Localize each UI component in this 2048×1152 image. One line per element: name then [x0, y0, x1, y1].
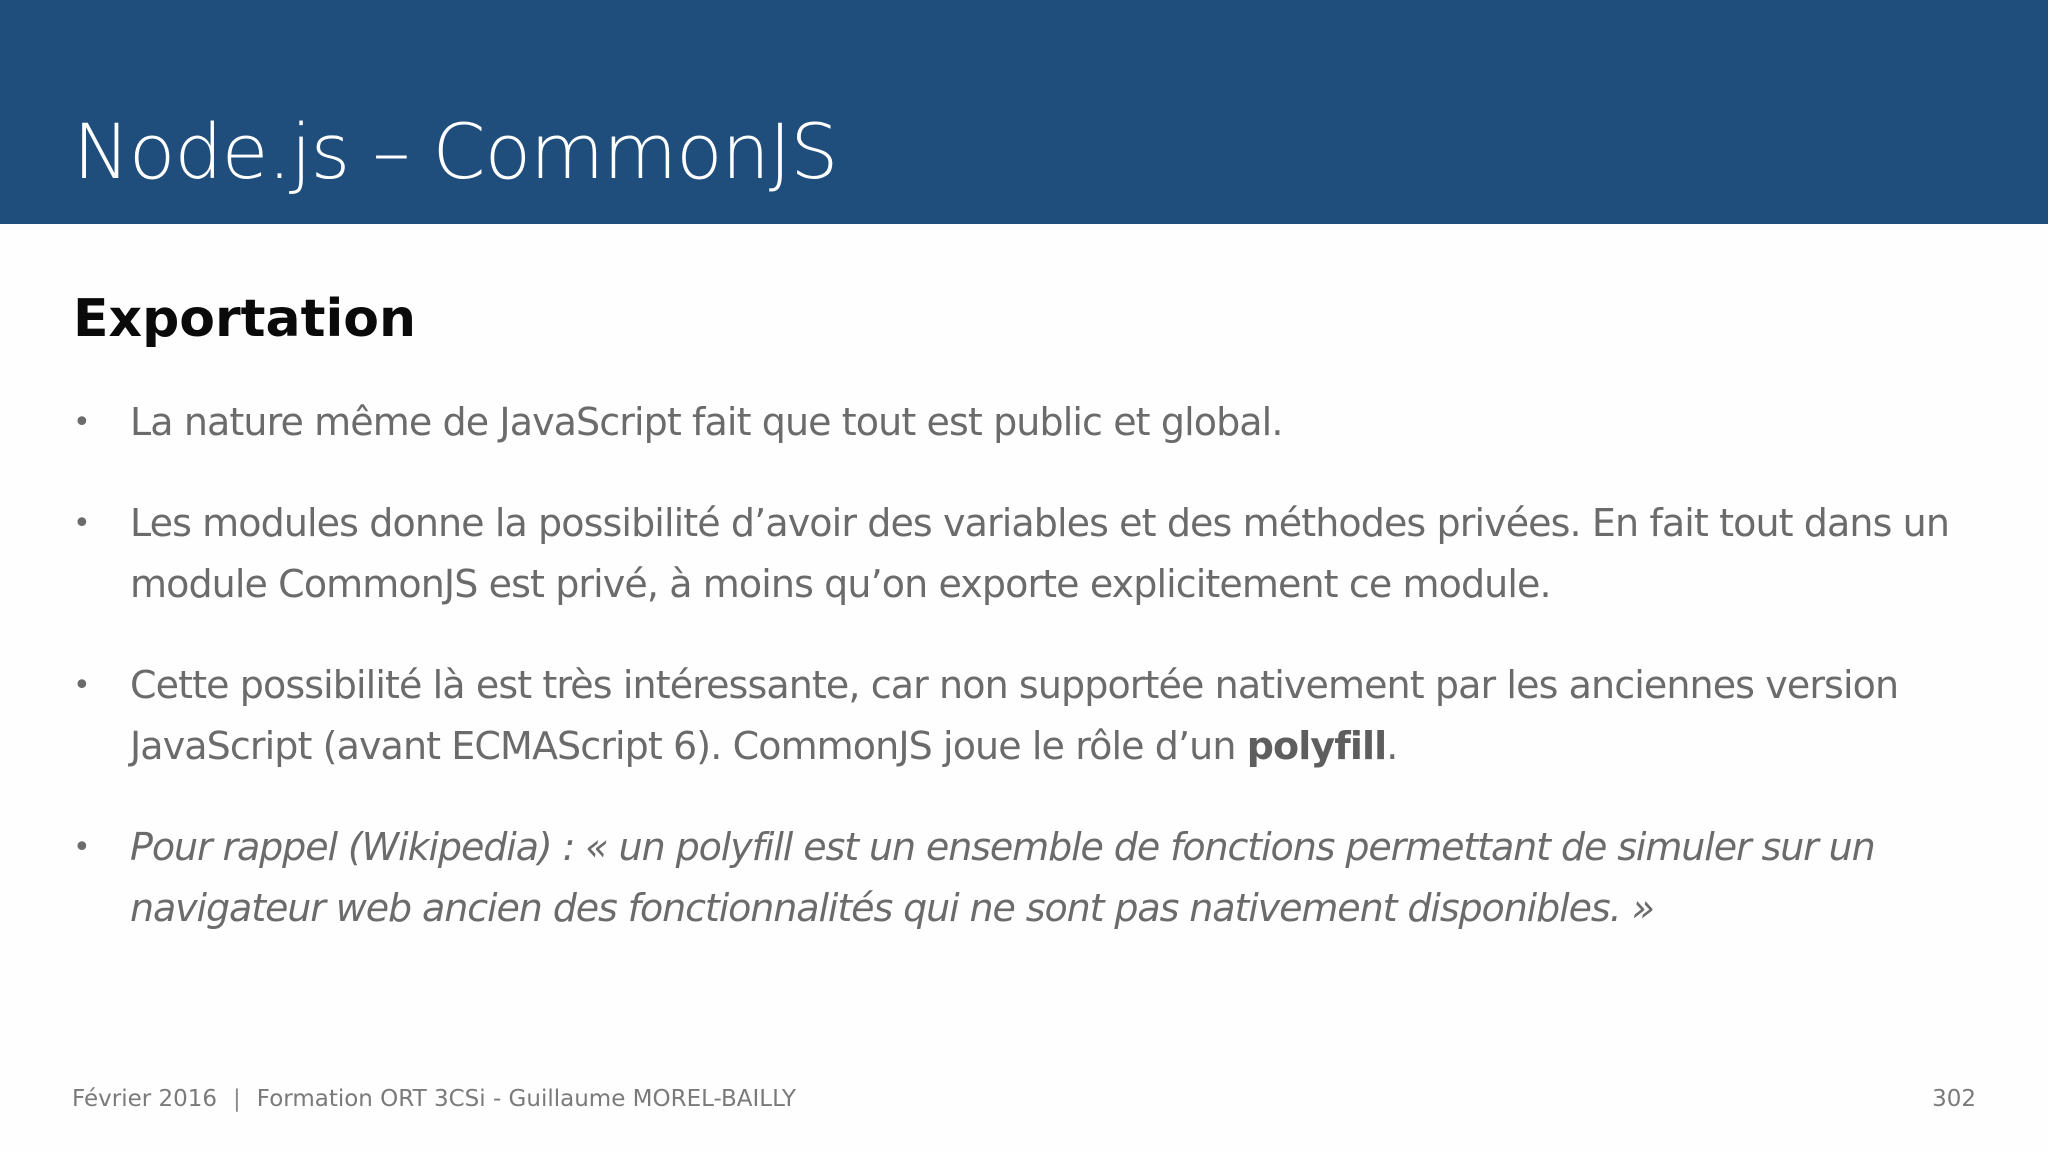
bullet-item [73, 655, 1973, 777]
bullet-marker: • [73, 506, 90, 541]
bullet-bold-term: polyfill [1246, 724, 1387, 768]
bullet-marker: • [73, 830, 90, 865]
title-bar [0, 0, 2048, 224]
footer-separator: | [233, 1086, 241, 1112]
bullet-text: Les modules donne la possibilité d’avoir des variables et des méthodes privées. En fait tout dans un module CommonJS est privé, à moins qu’on exporte explicitement ce module. [130, 501, 1950, 606]
bullet-text: Cette possibilité là est très intéressante, car non supportée nativement par les anciennes version JavaScript (avant ECMAScript 6). CommonJS joue le rôle d’un [130, 663, 1899, 768]
bullet-item [73, 392, 1973, 453]
footer [72, 1084, 796, 1114]
page-number: 302 [1932, 1086, 1976, 1112]
footer-course: Formation ORT 3CSi - Guillaume MOREL-BAILLY [256, 1086, 796, 1112]
footer-date: Février 2016 [72, 1086, 218, 1112]
section-heading: Exportation [73, 289, 417, 349]
bullet-quote-text: Pour rappel (Wikipedia) : « un polyfill est un ensemble de fonctions permettant de simuler sur un navigateur web ancien des fonctionnalités qui ne sont pas nativement disponibles. » [130, 825, 1875, 930]
bullet-item-quote [73, 817, 1973, 939]
bullet-text: La nature même de JavaScript fait que tout est public et global. [130, 400, 1283, 444]
bullet-marker: • [73, 405, 90, 440]
slide-title: Node.js – CommonJS [73, 107, 838, 196]
bullet-text-end: . [1386, 724, 1398, 768]
bullet-marker: • [73, 668, 90, 703]
bullet-list [73, 392, 1973, 979]
bullet-item [73, 493, 1973, 615]
